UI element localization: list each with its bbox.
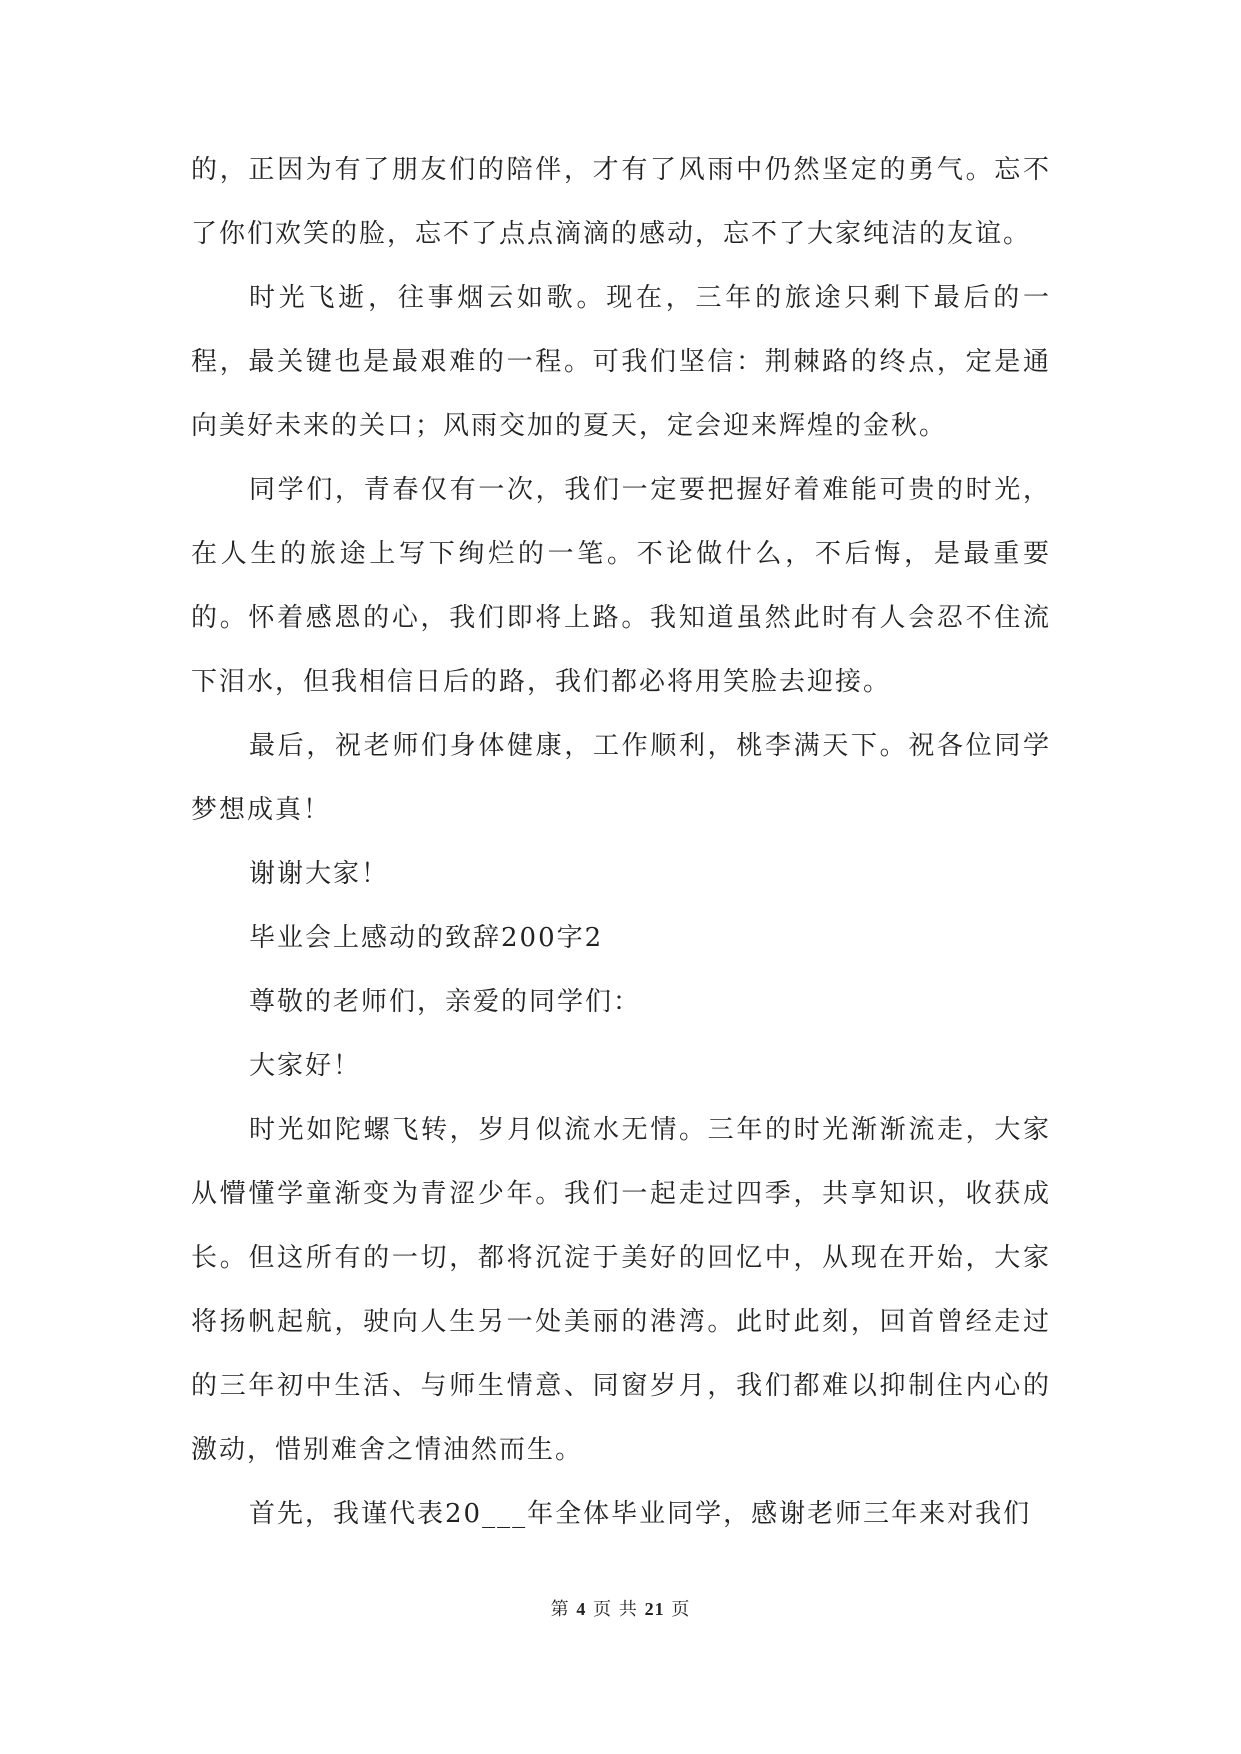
paragraph: 最后，祝老师们身体健康，工作顺利，桃李满天下。祝各位同学梦想成真！ [191, 731, 1051, 825]
page-footer [0, 1597, 1241, 1622]
footer-suffix: 页 [671, 1599, 691, 1620]
paragraph: 同学们，青春仅有一次，我们一定要把握好着难能可贵的时光，在人生的旅途上写下绚烂的一笔。不论做什么，不后悔，是最重要的。怀着感恩的心，我们即将上路。我知道虽然此时有人会忍不住流下泪水，但我相信日后的路，我们都必将用笑脸去迎接。 [191, 475, 1051, 697]
paragraph: 首先，我谨代表20___年全体毕业同学，感谢老师三年来对我们 [249, 1499, 1032, 1529]
document-body [191, 138, 1051, 1546]
footer-middle: 页 共 [593, 1599, 638, 1620]
salutation: 尊敬的老师们，亲爱的同学们： [249, 987, 642, 1017]
paragraph: 的，正因为有了朋友们的陪伴，才有了风雨中仍然坚定的勇气。忘不了你们欢笑的脸，忘不了点点滴滴的感动，忘不了大家纯洁的友谊。 [191, 155, 1051, 249]
section-heading: 毕业会上感动的致辞200字2 [249, 923, 604, 953]
total-page-count: 21 [644, 1599, 665, 1619]
greeting: 大家好！ [249, 1051, 362, 1081]
current-page-number: 4 [576, 1599, 587, 1619]
footer-prefix: 第 [550, 1599, 570, 1620]
paragraph: 谢谢大家！ [249, 859, 390, 889]
paragraph: 时光如陀螺飞转，岁月似流水无情。三年的时光渐渐流走，大家从懵懂学童渐变为青涩少年。我们一起走过四季，共享知识，收获成长。但这所有的一切，都将沉淀于美好的回忆中，从现在开始，大家将扬帆起航，驶向人生另一处美丽的港湾。此时此刻，回首曾经走过的三年初中生活、与师生情意、同窗岁月，我们都难以抑制住内心的激动，惜别难舍之情油然而生。 [191, 1115, 1051, 1465]
paragraph: 时光飞逝，往事烟云如歌。现在，三年的旅途只剩下最后的一程，最关键也是最艰难的一程。可我们坚信：荆棘路的终点，定是通向美好未来的关口；风雨交加的夏天，定会迎来辉煌的金秋。 [191, 283, 1051, 441]
